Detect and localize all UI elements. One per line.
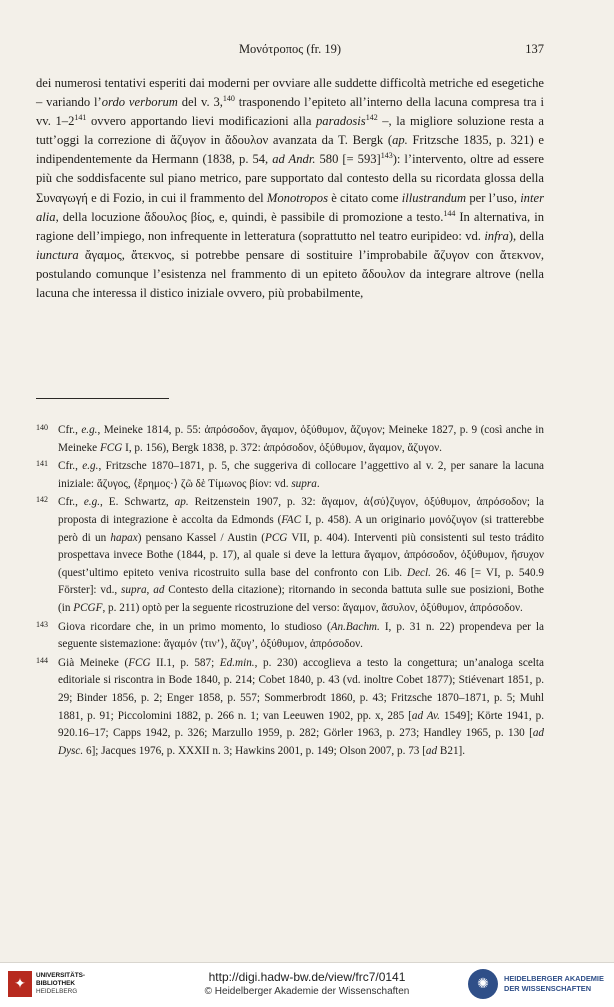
text-run: II.1, p. 587; — [150, 656, 220, 669]
text-run: I, p. 458). A un originario μονόζυγον (si tratterebbe però di un — [58, 513, 544, 544]
text-run: ), della — [508, 228, 544, 243]
text-run: Ed.min. — [219, 656, 255, 669]
footnote-number: 144 — [36, 655, 48, 665]
footnote-number: 140 — [36, 423, 48, 432]
text-run: Già Meineke ( — [58, 656, 129, 669]
text-run: ): l’intervento, oltre ad essere più che soddisfacente sul piano metrico, pare supportato dal contesto della su ricordata glossa della Συναγωγή e di Fozio, in cui il frammento del — [36, 152, 544, 205]
footnote-reference: 141 — [74, 113, 87, 123]
text-run: FCG — [99, 441, 123, 454]
academy-logo[interactable] — [468, 969, 608, 1001]
text-run: Contesto della citazione); ritornando in seconda battuta sulle sue posizioni, Bothe (in — [58, 584, 545, 614]
text-run: 580 [= 593] — [315, 152, 381, 167]
footnote — [36, 619, 544, 654]
text-run: Fritzsche 1835, p. 321) e indipendentemente da Hermann (1838, p. 54, — [36, 133, 544, 167]
text-run: 1549]; Körte 1941, p. 920.16–17; Capps 1942, p. 326; Marzullo 1959, p. 282; Görler 1963, p. 273; Handley 1965, p. 130 [ — [58, 709, 544, 740]
footnote — [36, 494, 544, 617]
permalink-url[interactable]: http://digi.hadw-bw.de/view/frc7/0141 — [208, 970, 406, 984]
text-run: An.Bachm. — [330, 620, 380, 633]
text-run: e.g. — [81, 424, 98, 436]
footnote — [36, 655, 544, 761]
viewer-footer — [0, 962, 614, 1007]
copyright-notice: © Heidelberger Akademie der Wissenschaften — [204, 986, 410, 997]
text-run: è citato come — [328, 190, 402, 205]
text-run: FAC — [281, 513, 302, 526]
academy-name: HEIDELBERGER AKADEMIE DER WISSENSCHAFTEN — [504, 974, 604, 993]
footnote-number: 142 — [36, 495, 48, 505]
text-run: supra — [291, 477, 317, 490]
text-run: In alternativa, in ragione dell’impiego, non infrequente in letteratura (soprattutto nel teatro euripideo: vd. — [36, 209, 544, 243]
text-run: FCG — [128, 656, 151, 669]
text-run: Cfr., — [58, 496, 84, 509]
text-run: Giova ricordare che, in un primo momento, lo studioso ( — [58, 620, 331, 633]
text-run: 6]; Jacques 1976, p. XXXII n. 3; Hawkins 2001, p. 149; Olson 2007, p. 73 [ — [83, 744, 426, 757]
footnote-number: 141 — [36, 459, 48, 469]
text-run: Reitzenstein 1907, p. 32: ἄγαμον, ἀ⟨σύ⟩ζυγον, ὀξύθυμον, ἀπρόσοδον; la proposta di integrazione è accolta da Edmonds ( — [58, 496, 544, 526]
text-run: paradosis — [316, 114, 366, 129]
text-run: , p. 230) accoglieva a testo la congettura; un’analoga scelta editoriale si riscontra in Bode 1840, p. 214; Cobet 1840, p. 43 (vd. inoltre Cobet 1877); Stiévenart 1851, p. 29; Binder 1856, p. 2; Enger 1858, p. 557; Sommerbrodt 1860, p. 43; Fritzsche 1870–1871, p. 5; Muhl 1881, p. 91; Piccolomini 1882, p. 266 n. 1; van Leeuwen 1902, pp. x, 285 [ — [58, 656, 544, 722]
text-run: ) pensano Kassel / Austin ( — [137, 531, 265, 544]
text-run: Cfr., — [58, 460, 83, 473]
footnote — [36, 422, 544, 457]
text-run: e.g. — [82, 460, 99, 473]
text-run: –, la migliore soluzione resta a tutt’oggi la correzione di ἄζυγον in ἄδουλον avanzata da T. Bergk ( — [36, 114, 544, 148]
text-run: e.g. — [83, 496, 100, 509]
text-run: 26. 46 [= VI, p. 540.9 Förster]: vd., — [58, 566, 545, 597]
footer-center — [130, 969, 484, 999]
text-run: iunctura — [36, 247, 79, 262]
page-number: 137 — [525, 42, 544, 56]
text-run: , Meineke 1814, p. 55: ἀπρόσοδον, ἄγαμον, ὀξύθυμον, ἄζυγον; Meineke 1827, p. 9 (così anche in Meineke — [58, 424, 544, 454]
text-run: . — [316, 477, 320, 490]
running-head — [36, 42, 544, 60]
text-run: infra — [484, 228, 509, 243]
text-run: Monotropos — [266, 190, 328, 205]
library-logo-icon: ✦ — [8, 971, 32, 997]
text-run: Decl. — [407, 566, 431, 579]
text-run: dei numerosi tentativi esperiti dai moderni per ovviare alle suddette difficoltà metriche ed esegetiche – variando l’ — [36, 76, 544, 110]
text-run: ad Andr. — [272, 152, 316, 167]
text-run: VII, p. 404). Interventi più consistenti sul testo trádito prospettava invece Bothe (1844, p. 17), al quale si deve la lettura ἄγαμον, ἀπρόσοδον, ὀξύθυμον, ἥσυχον (quest’ultimo epiteto veniva ricostruito sulla base del confronto con Lib. — [58, 531, 544, 579]
academy-seal-icon: ✺ — [468, 969, 498, 999]
footnote-reference: 140 — [222, 94, 235, 104]
text-run: del v. 3, — [177, 95, 223, 110]
text-run: ordo verborum — [101, 95, 178, 110]
text-run: I, p. 31 n. 22) propendeva per la seguente sistemazione: ἄγαμόν ⟨τιν’⟩, ἄζυγ’, ὀξύθυμον, ἀπρόσοδον. — [58, 620, 544, 651]
text-run: ad — [425, 744, 438, 757]
text-run: , E. Schwartz, — [100, 496, 175, 509]
text-run: , — [146, 584, 154, 597]
text-run: PCG — [264, 531, 288, 544]
text-run: PCGF — [73, 601, 103, 614]
text-run: ap. — [392, 133, 408, 148]
text-run: illustrandum — [401, 190, 467, 205]
footnote-number: 143 — [36, 619, 48, 629]
text-run: , Fritzsche 1870–1871, p. 5, che suggeriva di collocare l’aggettivo al v. 2, per sanare la lacuna iniziale: ἄζυγος, ⟨ἔρημος·⟩ ζῶ δὲ Τίμωνος βίον: vd. — [58, 460, 545, 490]
main-text — [36, 74, 544, 303]
text-run: ad Dysc. — [58, 727, 544, 757]
library-name: UNIVERSITÄTS- BIBLIOTHEK HEIDELBERG — [36, 972, 85, 995]
text-run: supra — [121, 584, 147, 597]
footnotes — [36, 422, 544, 761]
text-run: ovvero apportando lievi modificazioni alla — [86, 114, 316, 129]
text-run: ad Av. — [411, 709, 440, 722]
text-run: trasponendo l’epiteto all’interno della lacuna compresa tra i vv. 1–2 — [36, 95, 544, 129]
text-run: ad — [153, 584, 165, 597]
text-run: inter alia — [36, 190, 544, 224]
text-run: ap. — [174, 496, 189, 509]
text-run: I, p. 156), Bergk 1838, p. 372: ἀπρόσοδον, ὀξύθυμον, ἄγαμον, ἄζυγον. — [122, 441, 442, 454]
text-run: B21]. — [437, 744, 466, 757]
text-run: , della locuzione ἄδουλος βίος, e, quindi, è passibile di promozione a testo. — [55, 209, 444, 224]
text-run: ἄγαμος, ἄτεκνος, si potrebbe pensare di sostituire l’improbabile ἄζυγον con ἄτεκνον, postulando comunque l’esistenza nel frammento di un epiteto ἄδουλον da integrare altrove (nella lacuna che interessa il distico iniziale ovvero, più probabilmente, — [36, 247, 544, 301]
text-run: Cfr., — [58, 424, 82, 436]
footnote-reference: 143 — [380, 151, 393, 161]
footnote-reference: 142 — [365, 113, 378, 123]
footnote-reference: 144 — [443, 208, 456, 218]
text-run: hapax — [110, 531, 138, 544]
text-run: , p. 211) optò per la seguente ricostruzione del verso: ἄγαμον, ἄσυλον, ὀξύθυμον, ἀπρόσοδον. — [102, 601, 523, 614]
text-run: per l’uso, — [466, 190, 521, 205]
footnote — [36, 458, 544, 493]
footnote-rule — [36, 398, 169, 399]
running-title: Μονότροπος (fr. 19) — [238, 42, 342, 56]
university-library-logo[interactable] — [8, 969, 108, 1001]
